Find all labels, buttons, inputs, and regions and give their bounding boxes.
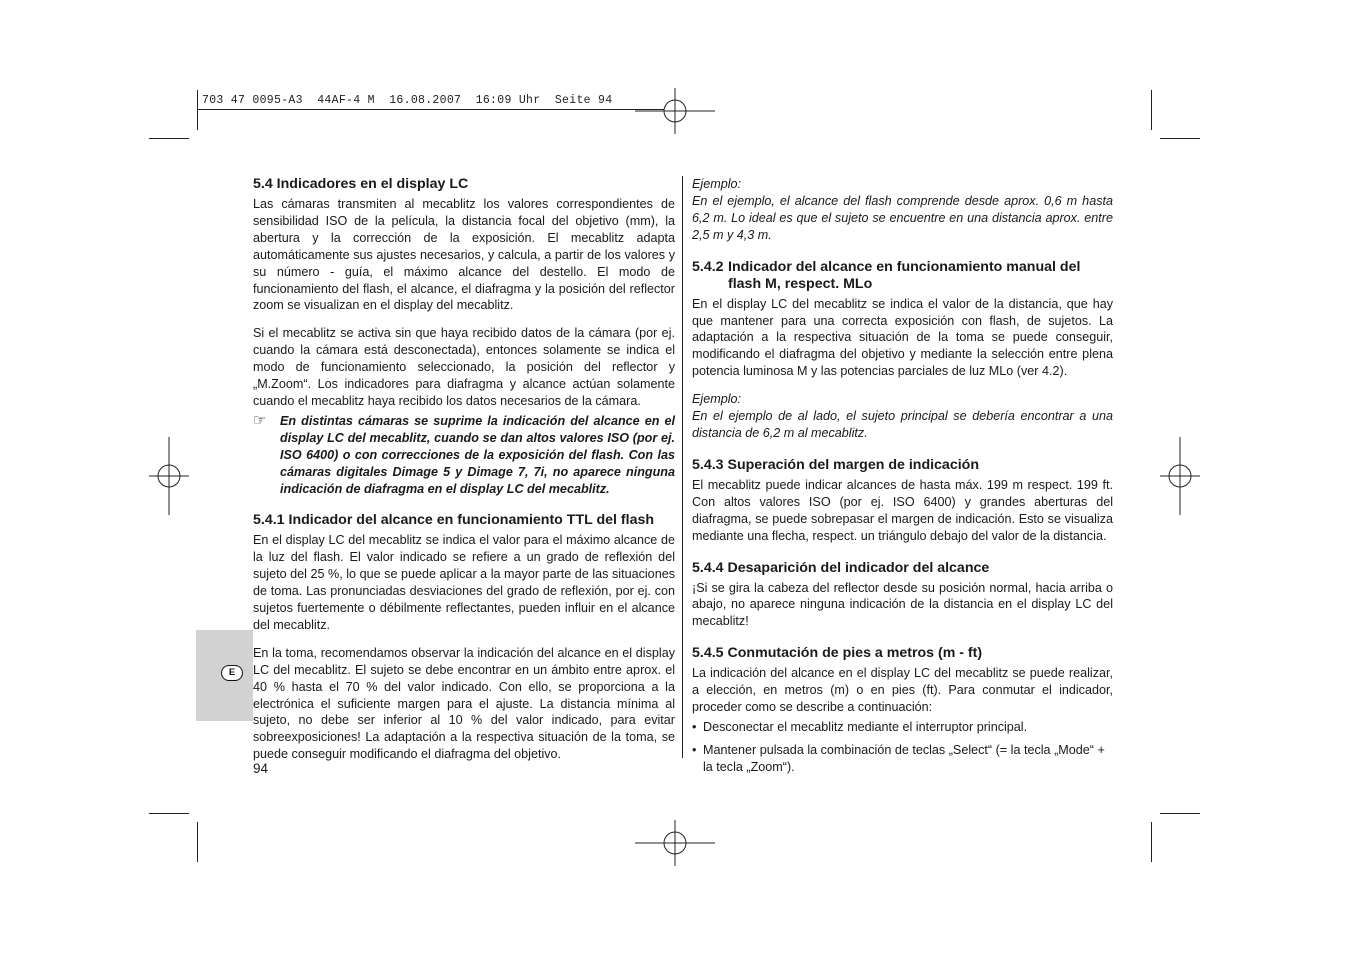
heading-5-4: 5.4 Indicadores en el display LC xyxy=(253,176,469,192)
registration-mark-right xyxy=(1160,437,1200,515)
list-item xyxy=(692,742,1113,776)
heading-title: Indicador del alcance en funcionamiento manual del flash M, respect. MLo xyxy=(728,258,1081,292)
registration-mark-bottom xyxy=(635,820,715,866)
example-text: En el ejemplo de al lado, el sujeto principal se debería encontrar a una distancia de 6,2 m al mecablitz. xyxy=(692,409,1113,440)
paragraph: La indicación del alcance en el display LC del mecablitz se puede realizar, a elección, en metros (m) o en pies (ft). Para conmutar el indicador, proceder como se describe a continuación: xyxy=(692,666,1113,715)
list-item-text: Desconectar el mecablitz mediante el interruptor principal. xyxy=(703,719,1028,734)
print-slug-header: 703 47 0095-A3 44AF-4 M 16.08.2007 16:09 Uhr Seite 94 xyxy=(202,94,613,107)
heading-5-4-3: 5.4.3 Superación del margen de indicación xyxy=(692,456,979,473)
pointing-hand-icon: ☞ xyxy=(253,411,267,429)
paragraph: En el display LC del mecablitz se indica el valor de la distancia, que hay que mantener para una correcta exposición con flash, de sujetos. La adaptación a la respectiva situación de la toma se puede conseguir, modificando el diafragma del objetivo y mediante la selección entre plena potencia luminosa M y las potencias parciales de luz MLo (ver 4.2). xyxy=(692,296,1113,379)
bullet-icon: • xyxy=(692,742,697,757)
example-label: Ejemplo: xyxy=(692,177,741,191)
note-text: En distintas cámaras se suprime la indicación del alcance en el display LC del mecablitz, cuando se dan altos valores ISO (por ej. ISO 6400) o con correcciones de la exposición del flash. Con las cámaras digitales Dimage 5 y Dimage 7, 7i, no aparece ninguna indicación de diafragma en el display LC del mecablitz. xyxy=(280,413,675,496)
crop-mark-bl-h xyxy=(149,813,189,814)
crop-mark-br-v xyxy=(1151,822,1152,862)
paragraph: Las cámaras transmiten al mecablitz los valores correspondientes de sensibilidad ISO de la película, la distancia focal del objetivo (mm), la abertura y la corrección de la exposición. El mecablitz adapta automáticamente sus ajustes necesarios, y calcula, a partir de los valores y su número - guía, el máximo alcance del destello. El modo de funcionamiento del flash, el alcance, el diafragma y la posición del reflector zoom se visualizan en el display del mecablitz. xyxy=(253,197,675,313)
page-number: 94 xyxy=(253,761,269,776)
bullet-icon: • xyxy=(692,719,697,734)
crop-mark-tl-h xyxy=(149,138,189,139)
crop-mark-tr-h xyxy=(1160,138,1200,139)
crop-mark-br-h xyxy=(1160,813,1200,814)
paragraph: En la toma, recomendamos observar la indicación del alcance en el display LC del mecablitz. El sujeto se debe encontrar en un ámbito entre aprox. el 40 % hasta el 70 % del valor indicado. Con ello, se proporciona a la electrónica el suficiente margen para el ajuste. La distancia mínima al sujeto, no debe ser inferior al 10 % del valor indicado, para evitar sobreexposiciones! La adaptación a la respectiva situación de la toma, se puede conseguir modificando el diafragma del objetivo. xyxy=(253,645,675,762)
column-divider xyxy=(682,176,683,758)
paragraph: El mecablitz puede indicar alcances de hasta máx. 199 m respect. 199 ft. Con altos valores ISO (por ej. ISO 6400) y grandes aberturas del diafragma, se puede sobrepasar el margen de indicación. Esto se visualiza mediante una flecha, respect. un triángulo debajo del valor de la distancia. xyxy=(692,477,1113,543)
language-badge: E xyxy=(221,665,243,681)
list-item xyxy=(692,719,1113,736)
header-underline xyxy=(198,109,664,110)
example-label: Ejemplo: xyxy=(692,392,741,407)
paragraph: En el display LC del mecablitz se indica el valor para el máximo alcance de la luz del flash. El valor indicado se refiere a un grado de reflexión del sujeto del 25 %, lo que se puede aplicar a la mayor parte de las situaciones de toma. Las pronunciadas desviaciones del grado de reflexión, por ej. con sujetos fuertemente o débilmente reflectantes, pueden influir en el alcance del mecablitz. xyxy=(253,533,675,632)
paragraph: ¡Si se gira la cabeza del reflector desde su posición normal, hacia arriba o abajo, no aparece ninguna indicación de la distancia en el display LC del mecablitz! xyxy=(692,580,1113,629)
left-column xyxy=(253,176,675,766)
example-text: En el ejemplo, el alcance del flash comprende desde aprox. 0,6 m hasta 6,2 m. Lo ideal es que el sujeto se encuentre en una distancia aprox. entre 2,5 m y 4,3 m. xyxy=(692,193,1113,242)
registration-mark-top xyxy=(635,88,715,134)
heading-5-4-5: 5.4.5 Conmutación de pies a metros (m - ft) xyxy=(692,645,983,662)
heading-5-4-4: 5.4.4 Desaparición del indicador del alcance xyxy=(692,559,990,576)
paragraph: Si el mecablitz se activa sin que haya recibido datos de la cámara (por ej. cuando la cámara está desconectada), entonces solamente se indica el modo de funcionamiento seleccionado, la posición del reflector y „M.Zoom“. Los indicadores para diafragma y alcance actúan solamente cuando el mecablitz haya recibido los datos necesarios de la cámara. xyxy=(253,326,675,408)
right-column xyxy=(692,176,1113,779)
crop-mark-bl-v xyxy=(197,822,198,862)
language-tab xyxy=(196,630,253,721)
note-block xyxy=(253,413,675,498)
crop-mark-tl-v xyxy=(197,90,198,130)
crop-mark-tr-v xyxy=(1151,90,1152,130)
registration-mark-left xyxy=(149,437,189,515)
list-item-text: Mantener pulsada la combinación de teclas „Select“ (= la tecla „Mode“ + la tecla „Zoom“). xyxy=(703,742,1105,774)
heading-number: 5.4.2 xyxy=(692,258,724,275)
heading-5-4-1: 5.4.1 Indicador del alcance en funcionamiento TTL del flash xyxy=(253,512,655,529)
heading-5-4-2 xyxy=(692,259,1113,293)
